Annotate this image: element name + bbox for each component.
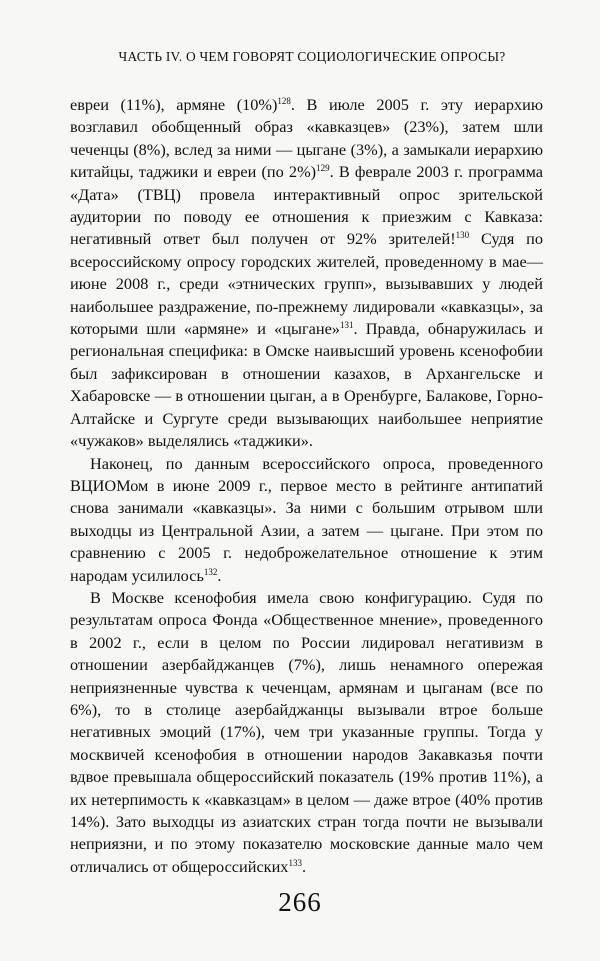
paragraph-2 <box>70 453 543 587</box>
text-run: евреи (11%), армяне (10%) <box>70 95 278 114</box>
text-run: . <box>217 565 222 585</box>
text-run: . <box>301 856 307 876</box>
text-run: . Правда, обнаружилась и региональная специфика: в Омске наивысший уровень ксенофобии был зафиксирован в отношении казахов, в Архангельске и Хабаровске — в отношении цыган, а в Оренбурге, Балакове, Горно-Алтайске и Сургуте среди вызывающих наибольшее неприятие «чужаков» выделялись «таджики». <box>70 319 543 451</box>
text-run: . В феврале 2003 г. программа «Дата» (ТВЦ) провела интерактивный опрос зрительской аудитории по поводу ее отношения к приезжим с Кавказа: негативный ответ был получен от 92% зрителей! <box>70 162 543 249</box>
footnote-ref-128[interactable]: 128 <box>277 96 291 106</box>
footnote-ref-131[interactable]: 131 <box>339 320 354 331</box>
page-number: 266 <box>278 887 322 917</box>
text-run: Наконец, по данным всероссийского опроса, проведенного ВЦИОМом в июне 2009 г., первое место в рейтинге антипатий снова занимали «кавказцы». За ними с большим отрывом шли выходцы из Центральной Азии, а затем — цыгане. При этом по сравнению с 2005 г. недоброжелательное отношение к этим народам усилилось <box>70 453 543 585</box>
body-text <box>70 94 543 878</box>
text-run: Судя по всероссийскому опросу городских жителей, проведенному в мае—июне 2008 г., среди «этнических групп», вызывавших у людей наибольшее раздражение, по-прежнему лидировали «кавказцы», за которыми шли «армяне» и «цыгане» <box>70 229 543 339</box>
footnote-ref-130[interactable]: 130 <box>455 230 470 241</box>
footnote-ref-129[interactable]: 129 <box>316 163 330 174</box>
paragraph-3 <box>70 587 543 878</box>
footnote-ref-133[interactable]: 133 <box>288 857 302 868</box>
paragraph-1 <box>70 94 543 453</box>
footnote-ref-132[interactable]: 132 <box>203 566 218 577</box>
text-run: В Москве ксенофобия имела свою конфигурацию. Судя по результатам опроса Фонда «Общественное мнение», проведенного в 2002 г., если в целом по России лидировал негативизм в отношении азербайджанцев (7%), лишь ненамного опережая неприязненные чувства к чеченцам, армянам и цыганам (все по 6%), то в столице азербайджанцы вызывали втрое больше негативных эмоций (17%), чем три указанные группы. Тогда у москвичей ксенофобия в отношении народов Закавказья почти вдвое превышала общероссийский показатель (19% против 11%), а их нетерпимость к «кавказцам» в целом — даже втрое (40% против 14%). Зато выходцы из азиатских стран тогда почти не вызывали неприязни, и по этому показателю московские данные мало чем отличались от общероссийских <box>70 587 543 876</box>
running-head: ЧАСТЬ IV. О ЧЕМ ГОВОРЯТ СОЦИОЛОГИЧЕСКИЕ ОПРОСЫ? <box>118 49 506 64</box>
text-run: . В июле 2005 г. эту иерархию возглавил обобщенный образ «кавказцев» (23%), затем шли чеченцы (8%), вслед за ними — цыгане (3%), а замыкали иерархию китайцы, таджики и евреи (по 2%) <box>70 95 543 182</box>
